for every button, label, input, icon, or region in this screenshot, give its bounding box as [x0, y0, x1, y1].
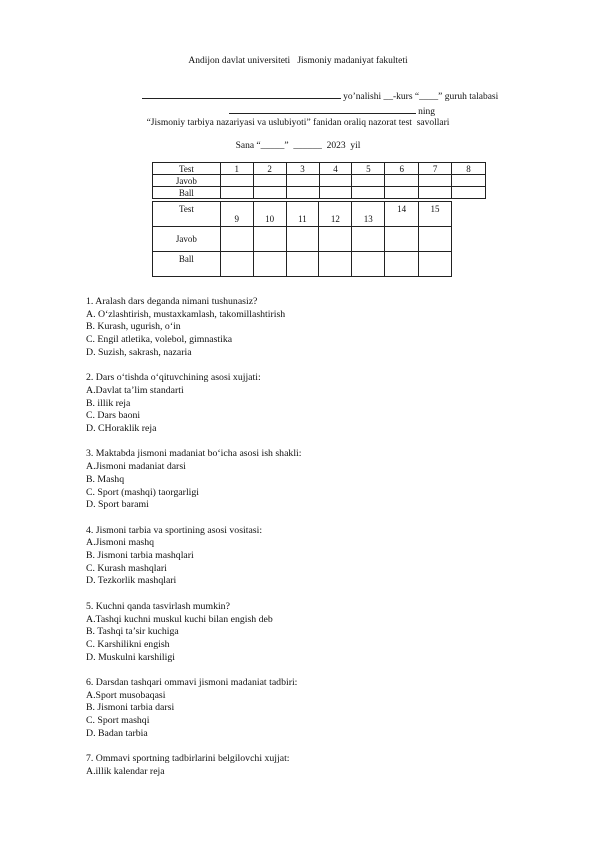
option-c: C. Sport (mashqi) taorgarligi: [86, 486, 200, 498]
score-cell[interactable]: [220, 252, 253, 277]
question-text: 4. Jismoni tarbia va sportining asosi vositasi:: [86, 524, 263, 536]
subject-title: “Jismoniy tarbiya nazariyasi va uslubiyoti” fanidan oraliq nazorat test savollari: [146, 118, 450, 128]
score-cell[interactable]: [253, 252, 286, 277]
test-number: 14: [385, 202, 419, 227]
question-block-1: [86, 296, 566, 360]
test-number: 5: [352, 163, 385, 175]
question-block-4: [86, 525, 566, 589]
answer-cell[interactable]: [220, 175, 253, 187]
name-blank: [229, 105, 416, 114]
option-b: B. Mashq: [86, 473, 125, 485]
row-label-test: Test: [153, 202, 221, 227]
option-c: C. Sport mashqi: [86, 715, 150, 727]
option-d: D. Badan tarbia: [86, 727, 148, 739]
score-cell[interactable]: [253, 187, 286, 199]
option-b: B. Jismoni tarbia darsi: [86, 702, 175, 714]
question-list: [86, 296, 566, 791]
score-cell[interactable]: [286, 187, 319, 199]
option-a: A.Jismoni mashq: [86, 537, 155, 549]
score-cell[interactable]: [220, 187, 253, 199]
question-block-2: [86, 372, 566, 436]
question-text: 3. Maktabda jismoni madaniat bo‘icha asosi ish shakli:: [86, 448, 302, 460]
question-block-7: [86, 753, 566, 778]
date-line: Sana “_____” ______ 2023 yil: [235, 141, 361, 151]
university-header: Andijon davlat universiteti Jismoniy madaniyat fakulteti: [188, 56, 408, 66]
question-text: 2. Dars o‘tishda o‘qituvchining asosi xujjati:: [86, 372, 261, 384]
direction-suffix: yo’nalishi __-kurs “____” guruh talabasi: [340, 92, 499, 102]
row-label-javob: Javob: [153, 227, 221, 252]
answer-row: [153, 227, 452, 252]
score-row: [153, 252, 452, 277]
score-cell[interactable]: [352, 187, 385, 199]
option-b: B. Jismoni tarbia mashqlari: [86, 550, 194, 562]
score-cell[interactable]: [286, 252, 319, 277]
test-number: 2: [253, 163, 286, 175]
option-d: D. Muskulni karshiligi: [86, 651, 175, 663]
score-cell[interactable]: [319, 187, 352, 199]
option-a: A.Sport musobaqasi: [86, 689, 166, 701]
question-block-6: [86, 677, 566, 741]
answer-cell[interactable]: [253, 175, 286, 187]
score-cell[interactable]: [452, 187, 486, 199]
score-cell[interactable]: [385, 187, 419, 199]
test-number: 15: [419, 202, 452, 227]
test-number: 1: [220, 163, 253, 175]
question-block-5: [86, 601, 566, 665]
test-number: 3: [286, 163, 319, 175]
question-text: 7. Ommavi sportning tadbirlarini belgilovchi xujjat:: [86, 753, 290, 765]
score-row: [153, 187, 486, 199]
test-number: 9: [220, 202, 253, 227]
option-d: D. Suzish, sakrash, nazaria: [86, 346, 192, 358]
answer-cell[interactable]: [286, 175, 319, 187]
test-number: 8: [452, 163, 486, 175]
option-a: A.illik kalendar reja: [86, 765, 165, 777]
test-number: 12: [319, 202, 352, 227]
score-cell[interactable]: [352, 252, 385, 277]
question-text: 6. Darsdan tashqari ommavi jismoni madaniat tadbiri:: [86, 677, 298, 689]
test-number-row: [153, 202, 452, 227]
option-b: B. Tashqi ta’sir kuchiga: [86, 626, 179, 638]
test-number: 4: [319, 163, 352, 175]
test-number: 10: [253, 202, 286, 227]
answer-cell[interactable]: [452, 175, 486, 187]
row-label-ball: Ball: [153, 187, 221, 199]
option-d: D. CHoraklik reja: [86, 423, 157, 435]
option-a: A.Davlat ta’lim standarti: [86, 384, 184, 396]
test-number-row: [153, 163, 486, 175]
answer-table-top: [152, 162, 486, 199]
name-suffix: ning: [415, 107, 436, 117]
question-block-3: [86, 448, 566, 512]
question-text: 5. Kuchni qanda tasvirlash mumkin?: [86, 600, 230, 612]
answer-cell[interactable]: [352, 227, 385, 252]
option-b: B. Kurash, ugurish, o‘in: [86, 321, 181, 333]
row-label-javob: Javob: [153, 175, 221, 187]
answer-cell[interactable]: [319, 227, 352, 252]
question-text: 1. Aralash dars deganda nimani tushunasiz?: [86, 296, 258, 307]
answer-cell[interactable]: [385, 175, 419, 187]
student-name-line: [224, 95, 435, 117]
answer-cell[interactable]: [385, 227, 419, 252]
answer-cell[interactable]: [253, 227, 286, 252]
row-label-ball: Ball: [153, 252, 221, 277]
answer-cell[interactable]: [352, 175, 385, 187]
option-a: A.Tashqi kuchni muskul kuchi bilan engish deb: [86, 613, 273, 625]
answer-row: [153, 175, 486, 187]
answer-cell[interactable]: [419, 227, 452, 252]
score-cell[interactable]: [419, 252, 452, 277]
option-b: B. illik reja: [86, 397, 131, 409]
score-cell[interactable]: [319, 252, 352, 277]
option-c: C. Kurash mashqlari: [86, 562, 167, 574]
answer-cell[interactable]: [220, 227, 253, 252]
test-number: 7: [419, 163, 452, 175]
option-c: C. Dars baoni: [86, 410, 141, 422]
option-d: D. Tezkorlik mashqlari: [86, 575, 177, 587]
answer-cell[interactable]: [286, 227, 319, 252]
answer-cell[interactable]: [419, 175, 452, 187]
score-cell[interactable]: [385, 252, 419, 277]
option-c: C. Karshilikni engish: [86, 638, 170, 650]
option-a: A. O‘zlashtirish, mustaxkamlash, takomillashtirish: [86, 308, 286, 320]
answer-cell[interactable]: [319, 175, 352, 187]
score-cell[interactable]: [419, 187, 452, 199]
option-a: A.Jismoni madaniat darsi: [86, 461, 186, 473]
option-d: D. Sport barami: [86, 499, 149, 511]
answer-table-bottom: [152, 201, 452, 277]
test-number: 13: [352, 202, 385, 227]
option-c: C. Engil atletika, volebol, gimnastika: [86, 334, 233, 346]
test-number: 11: [286, 202, 319, 227]
row-label-test: Test: [153, 163, 221, 175]
test-number: 6: [385, 163, 419, 175]
